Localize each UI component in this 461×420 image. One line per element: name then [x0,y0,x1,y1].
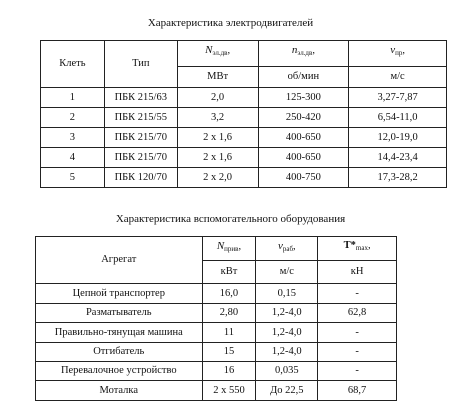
unit-power: МВт [177,67,258,88]
table2-title: Характеристика вспомогательного оборудования [115,213,346,225]
header-type: Тип [104,41,177,88]
table-row: Отгибатель 15 1,2-4,0 - [36,343,397,362]
equipment-header-row [36,237,397,261]
speed-subscript: эл.дв [297,49,313,57]
roll-speed-subscript: пр [395,49,403,57]
table-row: 1 ПБК 215/63 2,0 125-300 3,27-7,87 [41,88,447,108]
roll-speed-symbol: v [390,44,396,56]
header-max-tension: $T*_{max}$, [318,237,397,261]
unit-speed: об/мин [258,67,349,88]
motors-header-row [41,41,447,67]
power-subscript: эл.дв [212,49,228,57]
tension-symbol: T* [343,240,356,251]
drive-power-symbol: N [216,240,225,252]
work-speed-subscript: раб [282,245,294,253]
unit-roll-speed: м/с [349,67,447,88]
header-stand: Клеть [41,41,105,88]
drive-power-subscript: прив [224,245,239,253]
table-row: Правильно-тянущая машина 11 1,2-4,0 - [36,323,397,343]
table1-title: Характеристика электродвигателей [147,17,314,29]
table-row: 3 ПБК 215/70 2 x 1,6 400-650 12,0-19,0 [41,128,447,148]
table-row: Разматыватель 2,80 1,2-4,0 62,8 [36,304,397,323]
unit-work-speed: м/с [256,261,318,284]
header-roll-speed: $v_{пр}$, [349,41,447,67]
table-row: 2 ПБК 215/55 3,2 250-420 6,54-11,0 [41,108,447,128]
table-row: 4 ПБК 215/70 2 x 1,6 400-650 14,4-23,4 [41,148,447,168]
table-row: Моталка 2 x 550 До 22,5 68,7 [36,381,397,401]
unit-drive-power: кВт [202,261,256,284]
unit-max-tension: кН [318,261,397,284]
header-motor-speed: $n_{эл.дв}$, [258,41,349,67]
equipment-table [35,236,397,401]
work-speed-symbol: v [277,240,283,252]
table-row: Цепной транспортер 16,0 0,15 - [36,284,397,304]
table-row: Перевалочное устройство 16 0,035 - [36,362,397,381]
header-work-speed: $v_{раб}$, [256,237,318,261]
motors-table [40,40,447,188]
header-unit: Агрегат [36,237,203,284]
table-row: 5 ПБК 120/70 2 x 2,0 400-750 17,3-28,2 [41,168,447,188]
header-motor-power: $N_{эл.дв}$, [177,41,258,67]
header-drive-power: $N_{прив}$, [202,237,256,261]
tension-subscript: max [355,244,368,252]
power-symbol: N [205,44,213,56]
speed-symbol: n [291,44,298,56]
